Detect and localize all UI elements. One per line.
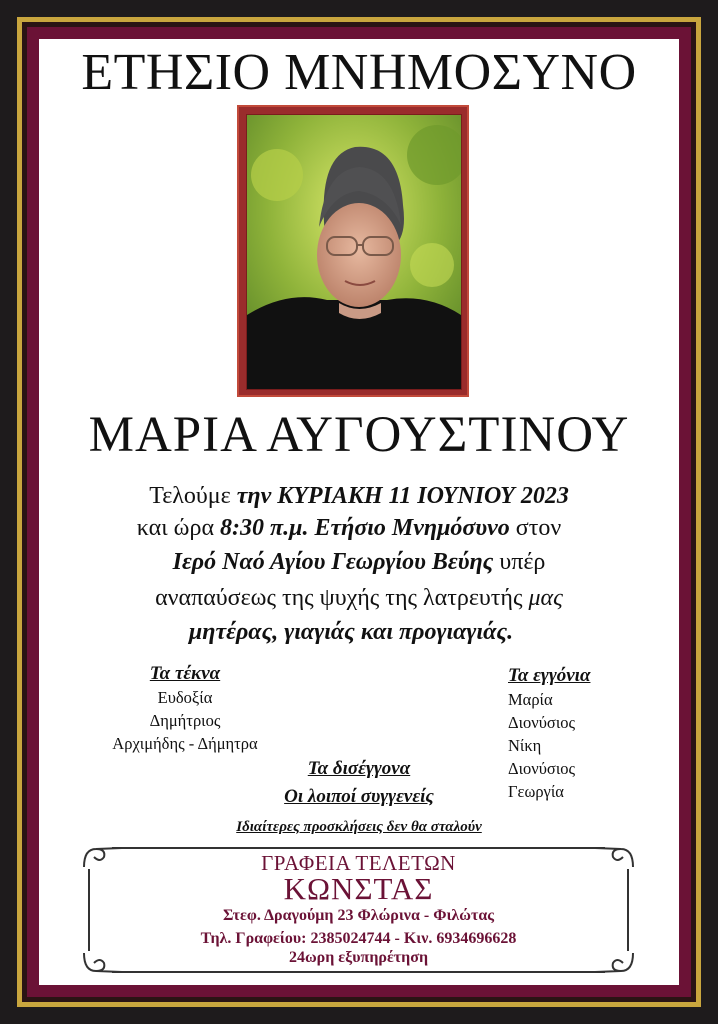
deceased-name: ΜΑΡΙΑ ΑΥΓΟΥΣΤΙΝΟΥ <box>88 407 630 463</box>
grandchild-name: Μαρία <box>508 690 553 709</box>
child-name: Αρχιμήδης - Δήμητρα <box>112 734 258 753</box>
grandchild-name: Διονύσιος <box>508 759 576 778</box>
funeral-home-phones: Τηλ. Γραφείου: 2385024744 - Κιν. 6934696628 <box>200 930 517 947</box>
no-invitations-note: Ιδιαίτερες προσκλήσεις δεν θα σταλούν <box>236 819 482 835</box>
great-grandchildren-label: Τα δισέγγονα <box>307 758 411 779</box>
grandchildren-heading: Τα εγγόνια <box>508 665 591 686</box>
message-line-3 <box>0 547 718 577</box>
message-text: υπέρ <box>493 549 546 575</box>
portrait-photo <box>246 114 462 390</box>
grandchild-name: Διονύσιος <box>508 713 576 732</box>
message-line-2 <box>0 513 708 543</box>
message-line-1 <box>0 481 718 511</box>
box-bottom-rule <box>112 971 605 973</box>
message-line-5: μητέρας, γιαγιάς και προγιαγιάς. <box>188 619 514 645</box>
children-heading: Τα τέκνα <box>149 663 221 684</box>
box-top-rule <box>112 847 605 849</box>
child-name: Ευδοξία <box>157 688 213 707</box>
funeral-home-address: Στεφ. Δραγούμη 23 Φλώρινα - Φιλώτας <box>222 907 495 924</box>
grandchild-name: Γεωργία <box>508 782 564 801</box>
message-text: στον <box>509 515 562 541</box>
relatives-label: Οι λοιποί συγγενείς <box>284 786 434 807</box>
children-column <box>100 662 270 755</box>
grandchild-name: Νίκη <box>508 736 542 755</box>
notice-title: ΕΤΗΣΙΟ ΜΝΗΜΟΣΥΝΟ <box>81 44 637 101</box>
message-time: 8:30 π.μ. <box>220 515 309 541</box>
message-church: Ιερό Ναό Αγίου Γεωργίου Βεύης <box>172 549 494 575</box>
portrait-frame <box>237 105 469 397</box>
message-text: μας <box>528 585 563 611</box>
message-event: Ετήσιο Μνημόσυνο <box>308 515 510 541</box>
funeral-home-service: 24ωρη εξυπηρέτηση <box>288 949 429 966</box>
message-text: και ώρα <box>136 515 221 541</box>
grandchildren-column <box>508 664 628 803</box>
message-text: αναπαύσεως της ψυχής της λατρευτής <box>155 585 529 611</box>
message-text: Τελούμε <box>149 483 237 509</box>
funeral-home-label: ΓΡΑΦΕΙΑ ΤΕΛΕΤΩΝ <box>261 851 456 875</box>
message-line-4 <box>0 583 718 613</box>
funeral-home-name: ΚΩΝΣΤΑΣ <box>283 871 434 906</box>
child-name: Δημήτριος <box>149 711 221 730</box>
message-date: την ΚΥΡΙΑΚΗ 11 ΙΟΥΝΙΟΥ 2023 <box>236 483 569 509</box>
funeral-home-box <box>82 845 635 975</box>
